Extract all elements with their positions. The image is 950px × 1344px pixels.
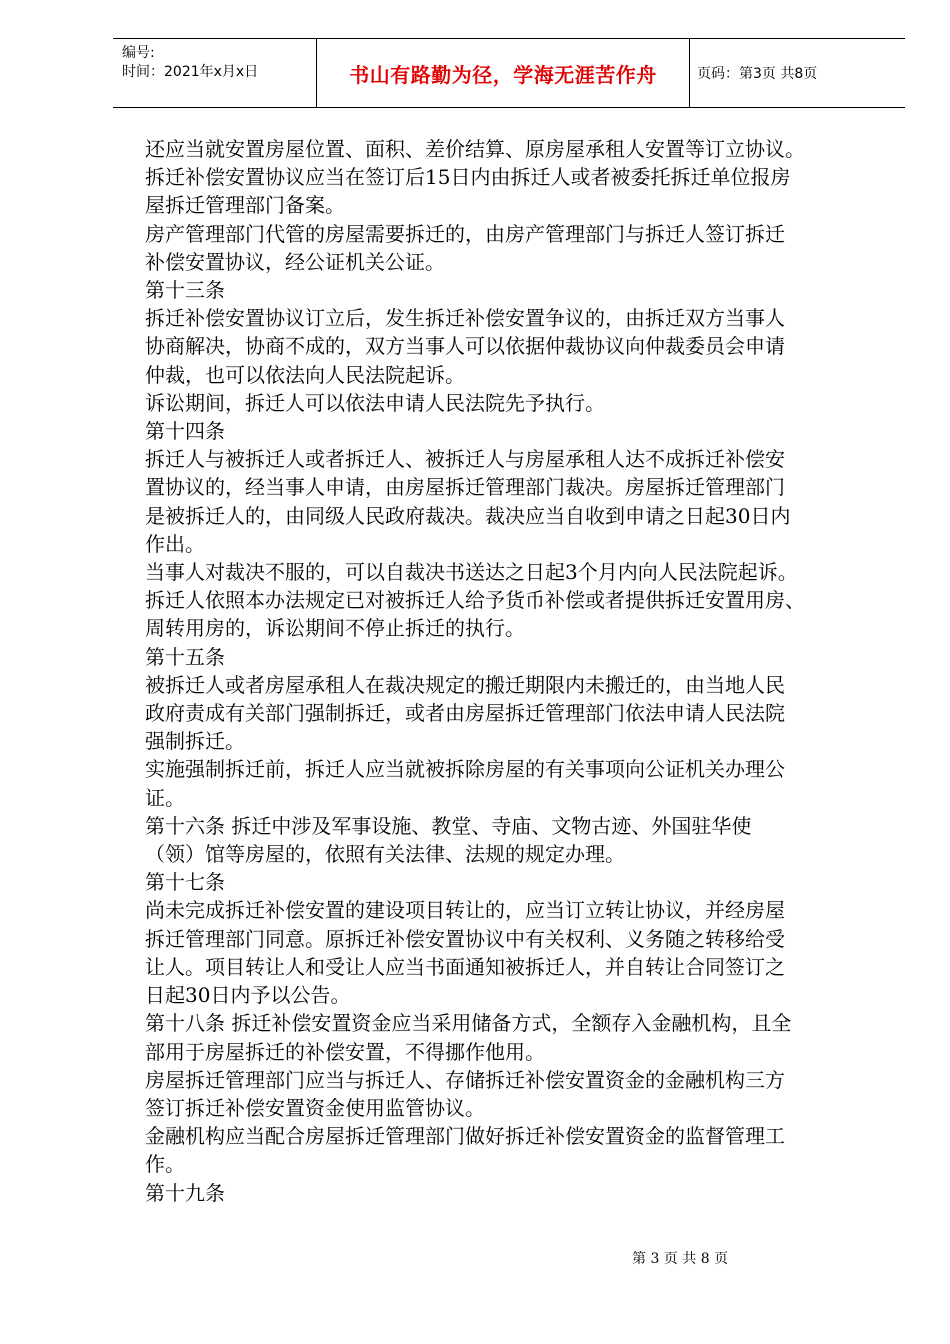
article-heading: 第十八条 拆迁补偿安置资金应当采用储备方式，全额存入金融机构，且全	[145, 1011, 792, 1036]
body-line: 屋拆迁管理部门备案。	[145, 193, 345, 218]
body-line: 诉讼期间，拆迁人可以依法申请人民法院先予执行。	[145, 390, 605, 415]
body-line: 作。	[145, 1152, 185, 1177]
header-motto: 书山有路勤为径，学海无涯苦作舟	[349, 62, 657, 87]
body-line: 协商解决，协商不成的，双方当事人可以依据仲裁协议向仲裁委员会申请	[145, 334, 785, 359]
article-heading: 第十三条	[145, 278, 225, 303]
document-body	[145, 135, 885, 1207]
body-line: 日起30日内予以公告。	[145, 983, 351, 1008]
article-heading: 第十四条	[145, 419, 225, 444]
body-line: 金融机构应当配合房屋拆迁管理部门做好拆迁补偿安置资金的监督管理工	[145, 1124, 785, 1149]
body-line: 是被拆迁人的，由同级人民政府裁决。裁决应当自收到申请之日起30日内	[145, 503, 791, 528]
body-line: 拆迁人依照本办法规定已对被拆迁人给予货币补偿或者提供拆迁安置用房、	[145, 588, 805, 613]
body-line: 拆迁管理部门同意。原拆迁补偿安置协议中有关权利、义务随之转移给受	[145, 926, 785, 951]
article-heading: 第十九条	[145, 1180, 225, 1205]
body-line: 让人。项目转让人和受让人应当书面通知被拆迁人，并自转让合同签订之	[145, 954, 785, 979]
body-line: 证。	[145, 785, 185, 810]
body-line: 政府责成有关部门强制拆迁，或者由房屋拆迁管理部门依法申请人民法院	[145, 701, 785, 726]
body-line: 作出。	[145, 531, 205, 556]
body-line: 拆迁人与被拆迁人或者拆迁人、被拆迁人与房屋承租人达不成拆迁补偿安	[145, 447, 785, 472]
body-line: 补偿安置协议，经公证机关公证。	[145, 249, 445, 274]
body-line: 拆迁补偿安置协议订立后，发生拆迁补偿安置争议的，由拆迁双方当事人	[145, 306, 785, 331]
body-line: 仲裁，也可以依法向人民法院起诉。	[145, 362, 465, 387]
body-line: 被拆迁人或者房屋承租人在裁决规定的搬迁期限内未搬迁的，由当地人民	[145, 672, 785, 697]
body-line: 部用于房屋拆迁的补偿安置，不得挪作他用。	[145, 1039, 545, 1064]
document-number-label: 编号:	[122, 45, 155, 61]
body-line: 房产管理部门代管的房屋需要拆迁的，由房产管理部门与拆迁人签订拆迁	[145, 221, 785, 246]
body-line: 实施强制拆迁前，拆迁人应当就被拆除房屋的有关事项向公证机关办理公	[145, 757, 785, 782]
body-line: 当事人对裁决不服的，可以自裁决书送达之日起3个月内向人民法院起诉。	[145, 560, 798, 585]
page-header	[113, 38, 905, 108]
document-time-label: 时间：2021年x月x日	[122, 64, 259, 80]
body-line: 房屋拆迁管理部门应当与拆迁人、存储拆迁补偿安置资金的金融机构三方	[145, 1067, 785, 1092]
body-line: 还应当就安置房屋位置、面积、差价结算、原房屋承租人安置等订立协议。	[145, 137, 805, 161]
body-line: （领）馆等房屋的，依照有关法律、法规的规定办理。	[145, 842, 625, 867]
page-footer: 第 3 页 共 8 页	[632, 1251, 729, 1267]
header-divider	[689, 39, 690, 107]
body-line: 置协议的，经当事人申请，由房屋拆迁管理部门裁决。房屋拆迁管理部门	[145, 475, 785, 500]
article-heading: 第十五条	[145, 644, 225, 669]
article-heading: 第十七条	[145, 870, 225, 895]
body-line: 拆迁补偿安置协议应当在签订后15日内由拆迁人或者被委托拆迁单位报房	[145, 165, 791, 190]
body-line: 强制拆迁。	[145, 729, 245, 754]
header-meta	[113, 39, 316, 107]
article-heading: 第十六条 拆迁中涉及军事设施、教堂、寺庙、文物古迹、外国驻华使	[145, 813, 752, 838]
body-line: 签订拆迁补偿安置资金使用监管协议。	[145, 1095, 485, 1120]
body-line: 尚未完成拆迁补偿安置的建设项目转让的，应当订立转让协议，并经房屋	[145, 898, 785, 923]
body-line: 周转用房的，诉讼期间不停止拆迁的执行。	[145, 616, 525, 641]
header-page-label: 页码：第3页 共8页	[697, 66, 818, 82]
